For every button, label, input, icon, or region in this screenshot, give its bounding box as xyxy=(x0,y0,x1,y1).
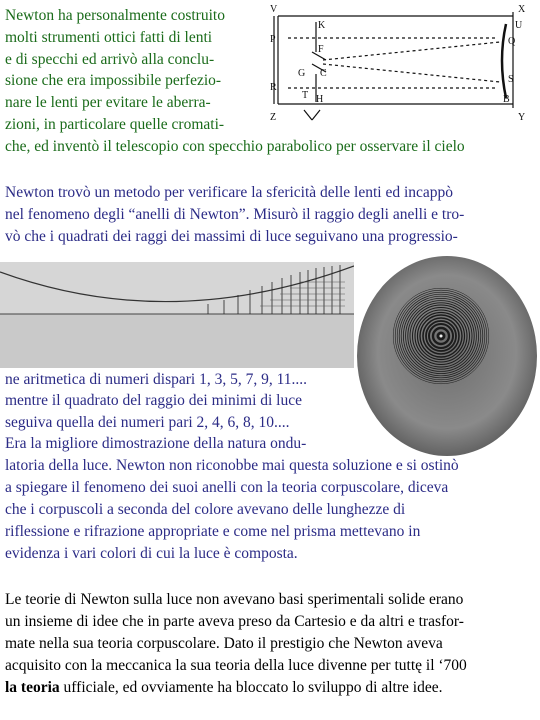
rings-explanation-line: che i corpuscoli a seconda del colore avevano delle lunghezze di xyxy=(5,501,406,518)
conclusion-last-line xyxy=(5,678,442,697)
intro-line: sione che era impossibile perfezio- xyxy=(5,72,222,89)
rings-explanation-line: ne aritmetica di numeri dispari 1, 3, 5, 7, 9, 11.... xyxy=(5,371,308,388)
rings-explanation-line: seguiva quella dei numeri pari 2, 4, 6, 8, 10.... xyxy=(5,414,290,431)
rings-explanation-line: a spiegare il fenomeno dei suoi anelli con la teoria corpuscolare, diceva xyxy=(5,479,449,496)
rings-explanation-line: riflessione e rifrazione appropriate e come nel prisma mettevano in xyxy=(5,523,421,540)
diagram-label: C xyxy=(320,68,327,79)
rings-intro-line: Newton trovò un metodo per verificare la sfericità delle lenti ed incappò xyxy=(5,184,454,201)
conclusion-line: un insieme di idee che in parte aveva preso da Cartesio e da altri e trasfor- xyxy=(5,613,464,630)
intro-line: Newton ha personalmente costruito xyxy=(5,7,225,24)
rings-explanation-line: mentre il quadrato del raggio dei minimi di luce xyxy=(5,392,302,409)
conclusion-line: mate nella sua teoria corpuscolare. Dato il prestigio che Newton aveva xyxy=(5,635,443,652)
conclusion-line: Le teorie di Newton sulla luce non avevano basi sperimentali solide erano xyxy=(5,591,464,608)
intro-line: zioni, in particolare quelle cromati- xyxy=(5,116,225,133)
diagram-label: V xyxy=(270,4,278,15)
diagram-label: R xyxy=(270,82,277,93)
diagram-label: H xyxy=(316,94,324,105)
diagram-label: Y xyxy=(518,112,526,123)
rings-explanation-line: Era la migliore dimostrazione della natura ondu- xyxy=(5,435,307,452)
intro-line: che, ed inventò il telescopio con specchio parabolico per osservare il cielo xyxy=(5,138,465,155)
emphasis-text: la teoria xyxy=(5,679,60,696)
diagram-label: Q xyxy=(508,36,516,47)
lens-rings-diagram xyxy=(0,262,354,368)
intro-line: molti strumenti ottici fatti di lenti xyxy=(5,29,213,46)
diagram-label: G xyxy=(298,68,306,79)
diagram-label: P xyxy=(270,34,276,45)
telescope-diagram xyxy=(268,2,540,132)
diagram-label: K xyxy=(318,20,326,31)
diagram-label: B xyxy=(503,94,510,105)
rings-intro-line: vò che i quadrati dei raggi dei massimi di luce seguivano una progressio- xyxy=(5,228,458,245)
rings-intro-line: nel fenomeno degli “anelli di Newton”. Misurò il raggio degli anelli e tro- xyxy=(5,206,465,223)
intro-line: nare le lenti per evitare le aberra- xyxy=(5,94,211,111)
newton-rings-photo xyxy=(355,256,540,466)
diagram-label: S xyxy=(508,74,514,85)
diagram-label: Z xyxy=(270,112,277,123)
diagram-label: X xyxy=(518,4,526,15)
conclusion-line: acquisito con la meccanica la sua teoria della luce divenne per tuttę il ‘700 xyxy=(5,657,467,674)
rings-explanation-line: latoria della luce. Newton non riconobbe mai questa soluzione e si ostinò xyxy=(5,457,459,474)
conclusion-line-rest: ufficiale, ed ovviamente ha bloccato lo sviluppo di altre idee. xyxy=(59,679,443,696)
diagram-label: T xyxy=(302,90,309,101)
rings-explanation-line: evidenza i vari colori di cui la luce è composta. xyxy=(5,545,298,562)
diagram-label: F xyxy=(318,44,324,55)
intro-line: e di specchi ed arrivò alla conclu- xyxy=(5,51,215,68)
diagram-label: U xyxy=(515,20,523,31)
